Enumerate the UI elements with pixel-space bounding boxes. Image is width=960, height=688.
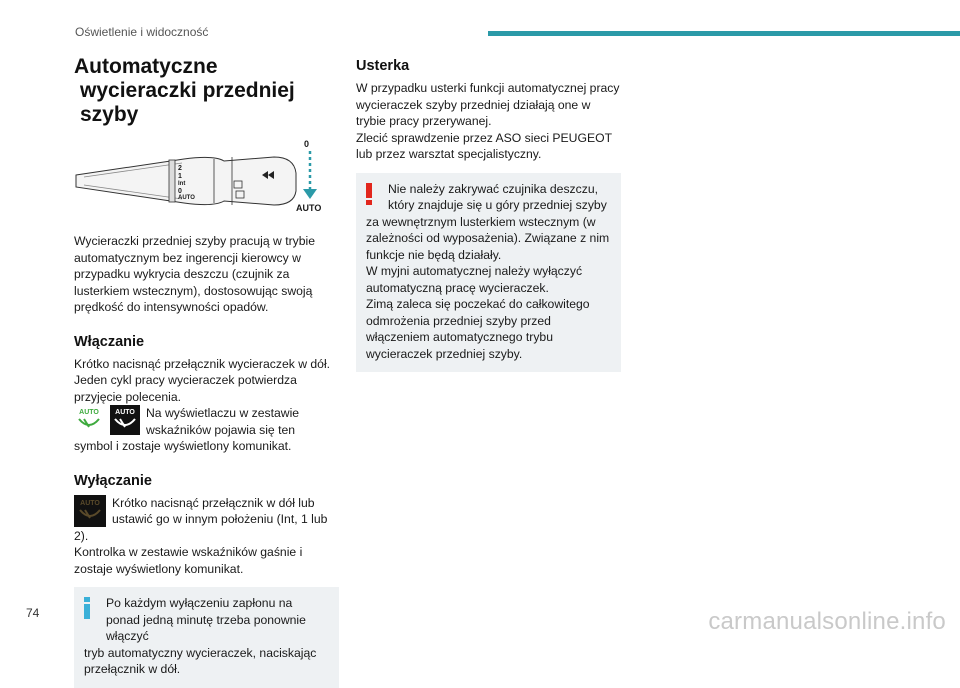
info-icon	[84, 597, 90, 619]
wiper-stalk-diagram	[74, 139, 339, 217]
warning-note-rest-3: Zimą zaleca się poczekać do całkowitego odmrożenia przedniej szyby przed włączeniem automatycznego trybu wycieraczek przedniej szyby.	[366, 297, 590, 361]
on-icon-text-b: symbol i zostaje wyświetlony komunikat.	[74, 439, 292, 453]
info-note-first: Po każdym wyłączeniu zapłonu na ponad jedną minutę trzeba ponownie włączyć	[106, 596, 306, 643]
auto-icon-label: AUTO	[79, 409, 99, 416]
page-title: Automatyczne wycieraczki przedniej szyby	[74, 55, 295, 126]
on-text: Krótko nacisnąć przełącznik wycieraczek w dół. Jeden cykl pracy wycieraczek potwierdza przyjęcie polecenia.	[74, 356, 331, 404]
off-icon-text-a: Krótko nacisnąć przełącznik w dół lub ustawić go w innym położeniu (Int, 1 lub	[112, 495, 328, 526]
warning-note-first: Nie należy zakrywać czujnika deszczu, który znajduje się u góry przedniej szyby	[388, 181, 607, 212]
off-icon-row	[74, 495, 339, 528]
auto-wiper-display-icon	[110, 405, 140, 435]
warning-note	[356, 173, 621, 373]
heading-on: Włączanie	[74, 333, 145, 350]
info-note-rest: tryb automatyczny wycieraczek, naciskając przełącznik w dół.	[84, 645, 317, 676]
header-accent-bar	[488, 31, 960, 36]
right-column	[356, 58, 621, 372]
header-section-title: Oświetlenie i widoczność	[75, 25, 209, 39]
on-icon-row	[74, 405, 339, 438]
diagram-label-auto: AUTO	[296, 203, 322, 213]
off-icon-text-b: 2).	[74, 528, 89, 543]
warning-note-rest-2: W myjni automatycznej należy wyłączyć automatyczną pracę wycieraczek.	[366, 264, 583, 295]
off-text: Kontrolka w zestawie wskaźników gaśnie i zostaje wyświetlony komunikat.	[74, 545, 303, 576]
diagram-label-zero: 0	[304, 139, 310, 149]
heading-fault: Usterka	[356, 58, 410, 74]
auto-wiper-off-icon	[74, 495, 106, 527]
fault-text-1: W przypadku usterki funkcji automatycznej pracy wycieraczek szyby przedniej działają one w trybie pracy przerywanej.	[356, 81, 620, 128]
heading-off: Wyłączanie	[74, 472, 152, 489]
watermark: carmanualsonline.info	[708, 608, 946, 635]
diagram-label-0: 0	[178, 188, 182, 195]
auto-off-icon-label: AUTO	[80, 499, 100, 507]
diagram-label-auto-small: AUTO	[178, 195, 195, 201]
diagram-label-int: Int	[178, 181, 186, 187]
auto-icon-label-display: AUTO	[115, 409, 135, 416]
left-column	[74, 55, 339, 688]
diagram-label-1: 1	[178, 173, 182, 180]
diagram-label-2: 2	[178, 165, 182, 172]
intro-paragraph: Wycieraczki przedniej szyby pracują w trybie automatycznym bez ingerencji kierowcy w przypadku wykrycia deszczu (czujnik za lusterkiem wstecznym), dostosowując swoją prędkość do intensywności opadów.	[74, 234, 316, 314]
on-icon-text-a: Na wyświetlaczu w zestawie wskaźników pojawia się ten	[146, 406, 300, 437]
fault-text-2: Zlecić sprawdzenie przez ASO sieci PEUGEOT lub przez warsztat specjalistyczny.	[356, 130, 612, 161]
info-note	[74, 587, 339, 688]
warning-note-rest-1: za wewnętrznym lusterkiem wstecznym (w zależności od wyposażenia). Związane z nim funkcje nie będą działały.	[366, 214, 610, 262]
auto-wiper-green-icon	[74, 405, 104, 435]
warning-icon	[366, 183, 372, 205]
page-number: 74	[26, 606, 40, 620]
